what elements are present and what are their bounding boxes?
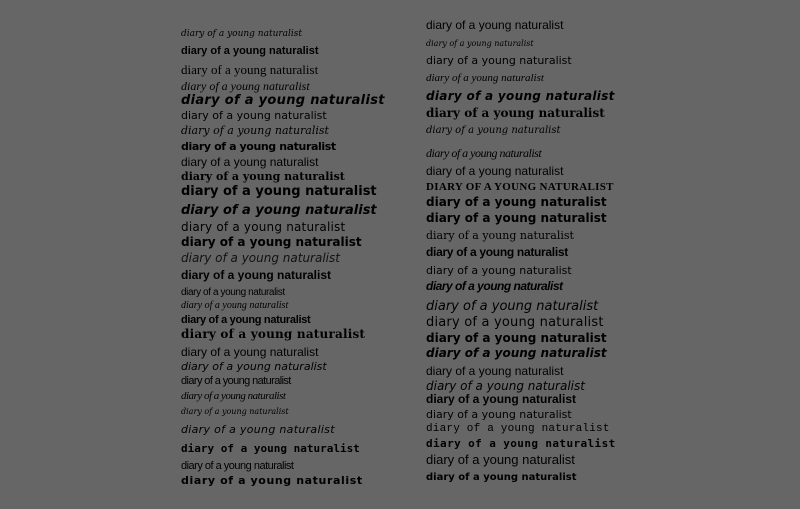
specimen-line: diary of a young naturalist: [181, 345, 319, 359]
specimen-line: diary of a young naturalist: [181, 140, 336, 153]
specimen-line: diary of a young naturalist: [181, 170, 345, 183]
specimen-line: diary of a young naturalist: [181, 407, 289, 416]
specimen-line: diary of a young naturalist: [181, 360, 327, 373]
specimen-line: diary of a young naturalist: [181, 460, 294, 472]
specimen-line: DIARY OF A YOUNG NATURALIST: [426, 181, 614, 193]
specimen-line: diary of a young naturalist: [181, 109, 327, 122]
specimen-line: diary of a young naturalist: [181, 235, 362, 249]
specimen-line: diary of a young naturalist: [426, 229, 574, 242]
specimen-line: diary of a young naturalist: [181, 155, 319, 169]
specimen-line: diary of a young naturalist: [181, 423, 335, 436]
specimen-line: diary of a young naturalist: [426, 125, 561, 136]
specimen-line: diary of a young naturalist: [426, 423, 610, 435]
specimen-line: diary of a young naturalist: [426, 146, 542, 160]
specimen-line: diary of a young naturalist: [181, 268, 332, 282]
specimen-line: diary of a young naturalist: [181, 287, 285, 298]
specimen-line: diary of a young naturalist: [426, 379, 585, 393]
specimen-line: diary of a young naturalist: [181, 203, 377, 218]
specimen-line: diary of a young naturalist: [426, 54, 572, 67]
specimen-line: diary of a young naturalist: [426, 89, 615, 103]
specimen-line: diary of a young naturalist: [426, 264, 572, 277]
specimen-line: diary of a young naturalist: [426, 164, 564, 178]
specimen-line: diary of a young naturalist: [181, 300, 289, 311]
specimen-line: diary of a young naturalist: [181, 45, 319, 57]
specimen-line: diary of a young naturalist: [181, 390, 286, 402]
specimen-line: diary of a young naturalist: [426, 299, 599, 314]
specimen-line: diary of a young naturalist: [426, 452, 575, 467]
specimen-line: diary of a young naturalist: [426, 245, 568, 259]
specimen-line: diary of a young naturalist: [181, 62, 319, 77]
specimen-line: diary of a young naturalist: [181, 184, 377, 199]
specimen-line: diary of a young naturalist: [426, 72, 544, 84]
specimen-line: diary of a young naturalist: [426, 39, 534, 48]
specimen-line: diary of a young naturalist: [426, 331, 607, 345]
specimen-line: diary of a young naturalist: [426, 364, 564, 378]
specimen-line: diary of a young naturalist: [426, 279, 563, 293]
specimen-line: diary of a young naturalist: [426, 106, 605, 120]
specimen-line: diary of a young naturalist: [426, 392, 577, 406]
specimen-line: diary of a young naturalist: [426, 315, 604, 330]
specimen-line: diary of a young naturalist: [426, 437, 616, 450]
specimen-line: diary of a young naturalist: [181, 93, 385, 108]
specimen-line: diary of a young naturalist: [181, 442, 360, 455]
specimen-line: diary of a young naturalist: [181, 474, 363, 487]
specimen-line: diary of a young naturalist: [181, 251, 340, 265]
specimen-line: diary of a young naturalist: [181, 220, 346, 234]
specimen-line: diary of a young naturalist: [181, 79, 310, 93]
specimen-line: diary of a young naturalist: [426, 211, 607, 225]
specimen-line: diary of a young naturalist: [181, 314, 311, 326]
specimen-line: diary of a young naturalist: [426, 346, 607, 360]
specimen-line: diary of a young naturalist: [181, 327, 366, 341]
specimen-line: diary of a young naturalist: [426, 18, 564, 32]
specimen-line: diary of a young naturalist: [181, 375, 291, 387]
specimen-line: diary of a young naturalist: [181, 29, 303, 39]
specimen-line: diary of a young naturalist: [181, 124, 329, 137]
specimen-line: diary of a young naturalist: [426, 408, 572, 421]
specimen-line: diary of a young naturalist: [426, 195, 607, 209]
specimen-line: diary of a young naturalist: [426, 472, 577, 483]
